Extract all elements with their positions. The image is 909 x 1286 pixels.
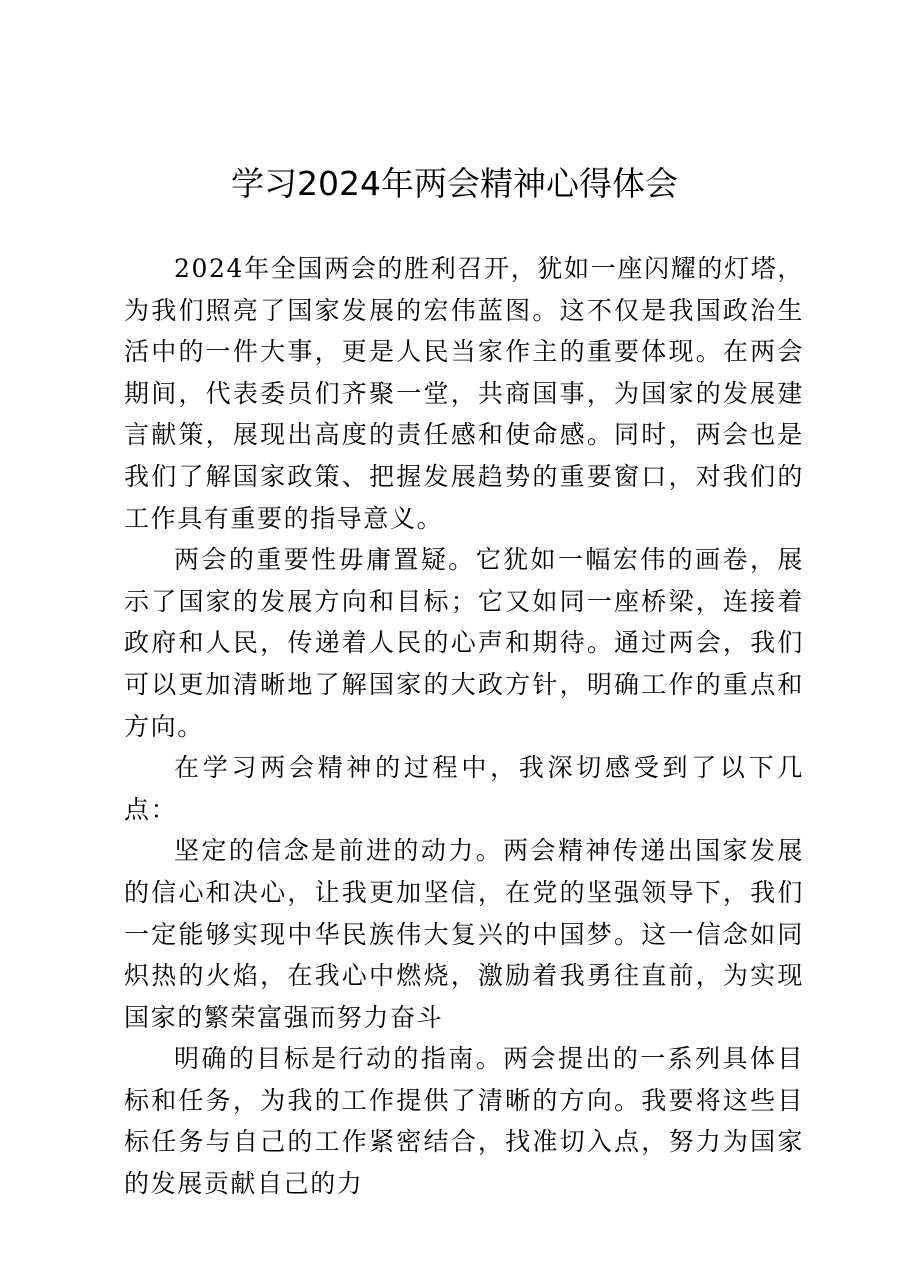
paragraph-3: 在学习两会精神的过程中，我深切感受到了以下几点： <box>124 753 804 824</box>
paragraph-5: 明确的目标是行动的指南。两会提出的一系列具体目标和任务，为我的工作提供了清晰的方向。我要将这些目标任务与自己的工作紧密结合，找准切入点，努力为国家的发展贡献自己的力 <box>124 1044 804 1199</box>
paragraph-2: 两会的重要性毋庸置疑。它犹如一幅宏伟的画卷，展示了国家的发展方向和目标；它又如同一座桥梁，连接着政府和人民，传递着人民的心声和期待。通过两会，我们可以更加清晰地了解国家的大政方针，明确工作的重点和方向。 <box>124 545 804 741</box>
paragraph-1: 2024年全国两会的胜利召开，犹如一座闪耀的灯塔，为我们照亮了国家发展的宏伟蓝图。这不仅是我国政治生活中的一件大事，更是人民当家作主的重要体现。在两会期间，代表委员们齐聚一堂，共商国事，为国家的发展建言献策，展现出高度的责任感和使命感。同时，两会也是我们了解国家政策、把握发展趋势的重要窗口，对我们的工作具有重要的指导意义。 <box>124 254 804 533</box>
document-title: 学习2024年两会精神心得体会 <box>231 164 678 203</box>
document-body <box>124 248 804 1205</box>
paragraph-4: 坚定的信念是前进的动力。两会精神传递出国家发展的信心和决心，让我更加坚信，在党的坚强领导下，我们一定能够实现中华民族伟大复兴的中国梦。这一信念如同炽热的火焰，在我心中燃烧，激励着我勇往直前，为实现国家的繁荣富强而努力奋斗 <box>124 836 804 1032</box>
